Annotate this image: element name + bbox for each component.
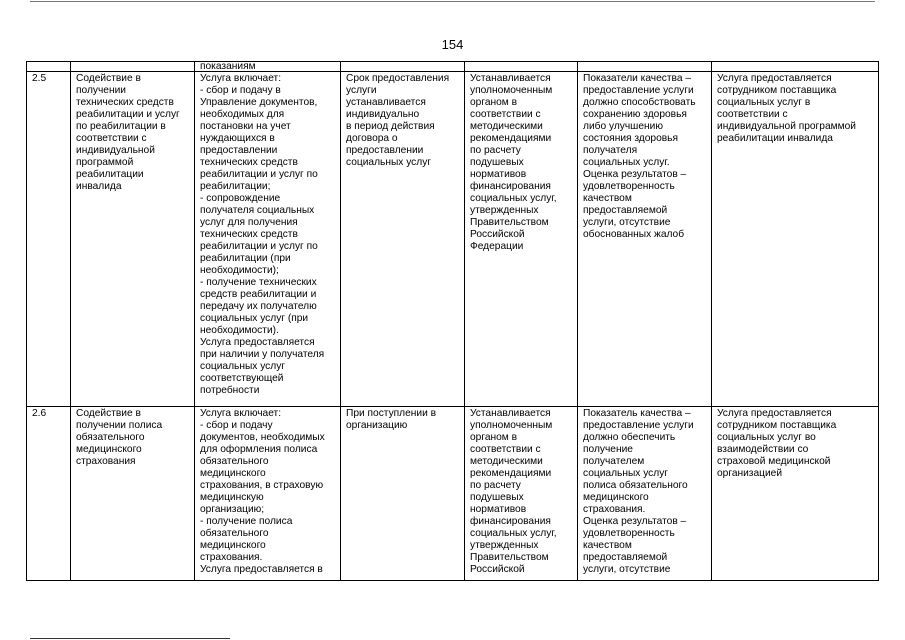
- cell-description: Услуга включает: - сбор и подачу в Управление документов, необходимых для постановки на учет нуждающихся в предоставлении технических средств реабилитации и услуг по реабилитации; - сопровождение получателя социальных услуг для получения технических средств реабилитации и услуг по реабилитации (при необходимости); - получение технических средств реабилитации и передачу их получателю социальных услуг (при необходимости). Услуга предоставляется при наличии у получателя социальных услуг соответствующей потребности: [195, 72, 341, 407]
- cell-term: Срок предоставления услуги устанавливается индивидуально в период действия договора о предоставлении социальных услуг: [341, 72, 465, 407]
- cell-funding: Устанавливается уполномоченным органом в соответствии с методическими рекомендациями по расчету подушевых нормативов финансирования социальных услуг, утвержденных Правительством Российской: [465, 407, 578, 581]
- table-row-continuation: [27, 62, 879, 72]
- cell-empty: [578, 62, 712, 72]
- cell-service-name: Содействие в получении технических средств реабилитации и услуг по реабилитации в соответствии с индивидуальной программой реабилитации инвалида: [71, 72, 195, 407]
- table-row: [27, 72, 879, 407]
- cell-funding: Устанавливается уполномоченным органом в соответствии с методическими рекомендациями по расчету подушевых нормативов финансирования социальных услуг, утвержденных Правительством Российской Федерации: [465, 72, 578, 407]
- services-table: [26, 61, 879, 581]
- page-number: 154: [441, 37, 464, 52]
- cell-quality: Показатели качества – предоставление услуги должно способствовать сохранению здоровья либо улучшению состояния здоровья получателя социальных услуг. Оценка результатов – удовлетворенность качеством предоставляемой услуги, отсутствие обоснованных жалоб: [578, 72, 712, 407]
- cell-conditions: Услуга предоставляется сотрудником поставщика социальных услуг в соответствии с индивидуальной программой реабилитации инвалида: [712, 72, 879, 407]
- cell-continuation-text: показаниям: [195, 62, 341, 72]
- cell-empty: [712, 62, 879, 72]
- cell-description: Услуга включает: - сбор и подачу документов, необходимых для оформления полиса обязательного медицинского страхования, в страховую медицинскую организацию; - получение полиса обязательного медицинского страхования. Услуга предоставляется в: [195, 407, 341, 581]
- table-row: [27, 407, 879, 581]
- cell-number: 2.5: [27, 72, 71, 407]
- cell-empty: [465, 62, 578, 72]
- cell-empty: [71, 62, 195, 72]
- cell-term: При поступлении в организацию: [341, 407, 465, 581]
- cell-number: 2.6: [27, 407, 71, 581]
- bottom-scan-edge: [30, 638, 230, 639]
- cell-conditions: Услуга предоставляется сотрудником поставщика социальных услуг во взаимодействии со страховой медицинской организацией: [712, 407, 879, 581]
- cell-service-name: Содействие в получении полиса обязательного медицинского страхования: [71, 407, 195, 581]
- top-scan-edge: [30, 1, 875, 2]
- cell-empty: [341, 62, 465, 72]
- cell-empty: [27, 62, 71, 72]
- cell-quality: Показатель качества – предоставление услуги должно обеспечить получение получателем социальных услуг полиса обязательного медицинского страхования. Оценка результатов – удовлетворенность качеством предоставляемой услуги, отсутствие: [578, 407, 712, 581]
